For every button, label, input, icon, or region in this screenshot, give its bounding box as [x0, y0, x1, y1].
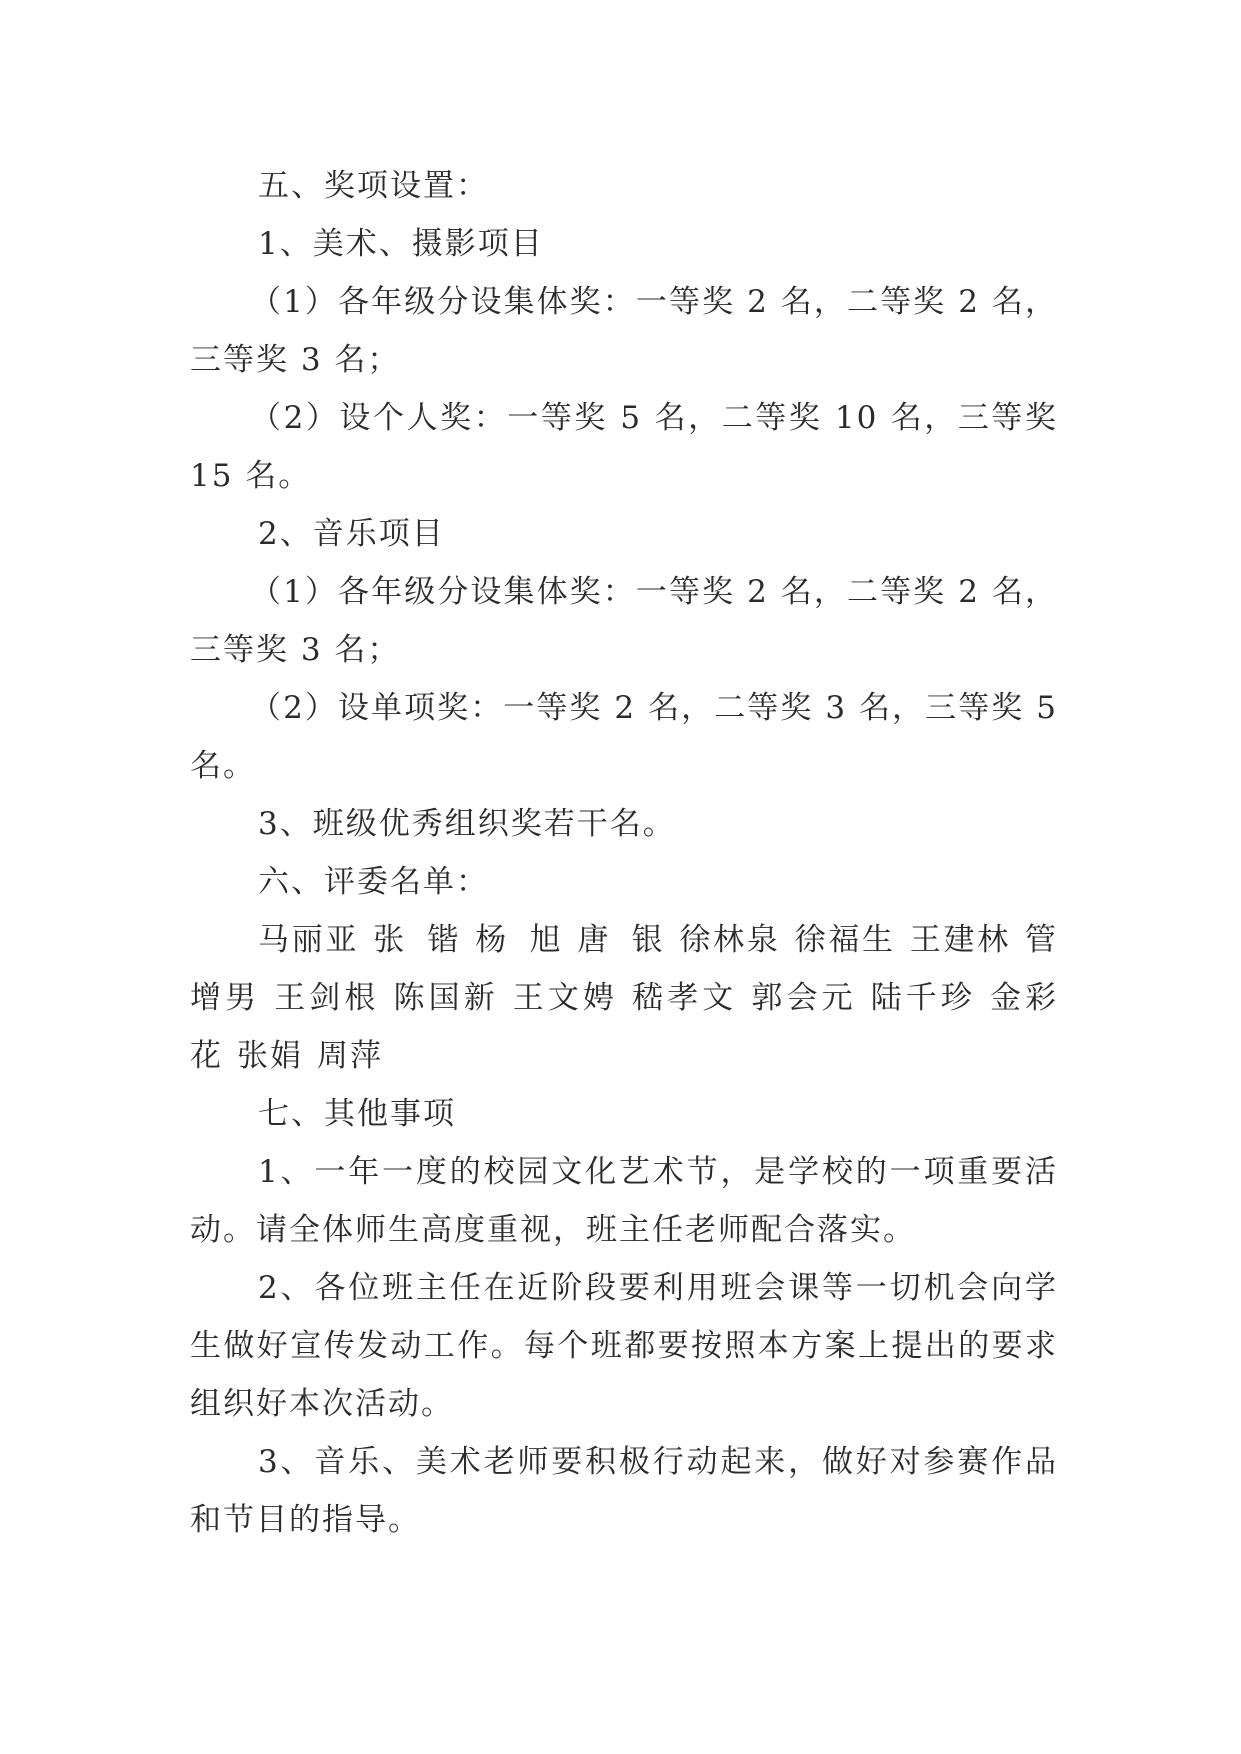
judges-list	[190, 911, 1058, 1085]
section-heading-judges: 六、评委名单：	[258, 864, 489, 900]
judge-name: 唐 银	[577, 922, 666, 958]
judge-name: 张娟	[237, 1038, 303, 1074]
judge-name: 郭会元	[751, 980, 857, 1016]
other-item-2: 2、各位班主任在近阶段要利用班会课等一切机会向学生做好宣传发动工作。每个班都要按照本方案上提出的要求组织好本次活动。	[190, 1270, 1058, 1422]
judge-name: 王剑根	[274, 980, 380, 1016]
judge-name: 杨 旭	[475, 922, 564, 958]
art-group-awards: （1）各年级分设集体奖：一等奖 2 名，二等奖 2 名，三等奖 3 名；	[190, 284, 1058, 378]
judge-name: 徐福生	[794, 922, 896, 958]
judge-name: 周萍	[317, 1038, 383, 1074]
item-class-organization-award: 3、班级优秀组织奖若干名。	[258, 806, 676, 842]
judge-name: 徐林泉	[679, 922, 781, 958]
other-item-3: 3、音乐、美术老师要积极行动起来，做好对参赛作品和节目的指导。	[190, 1444, 1058, 1538]
judge-name: 金彩花	[190, 980, 1059, 1074]
section-heading-awards: 五、奖项设置：	[258, 168, 489, 204]
judge-name: 陈国新	[393, 980, 499, 1016]
judge-name: 管增男	[190, 922, 1058, 1016]
other-item-1: 1、一年一度的校园文化艺术节，是学校的一项重要活动。请全体师生高度重视，班主任老师配合落实。	[190, 1154, 1058, 1248]
section-heading-other: 七、其他事项	[258, 1096, 456, 1132]
document-body	[190, 157, 1058, 1549]
judge-name: 王建林	[909, 922, 1011, 958]
music-group-awards: （1）各年级分设集体奖：一等奖 2 名，二等奖 2 名，三等奖 3 名；	[190, 574, 1058, 668]
judge-name: 马丽亚	[258, 922, 360, 958]
judge-name: 陆千珍	[870, 980, 976, 1016]
judge-name: 张 锴	[373, 922, 462, 958]
music-single-awards: （2）设单项奖：一等奖 2 名，二等奖 3 名，三等奖 5 名。	[190, 690, 1058, 784]
item-music: 2、音乐项目	[258, 516, 445, 552]
art-individual-awards: （2）设个人奖：一等奖 5 名，二等奖 10 名，三等奖 15 名。	[190, 400, 1058, 494]
judge-name: 王文娉	[512, 980, 619, 1016]
judge-name: 嵇孝文	[632, 980, 738, 1016]
item-art-photography: 1、美术、摄影项目	[258, 226, 544, 262]
